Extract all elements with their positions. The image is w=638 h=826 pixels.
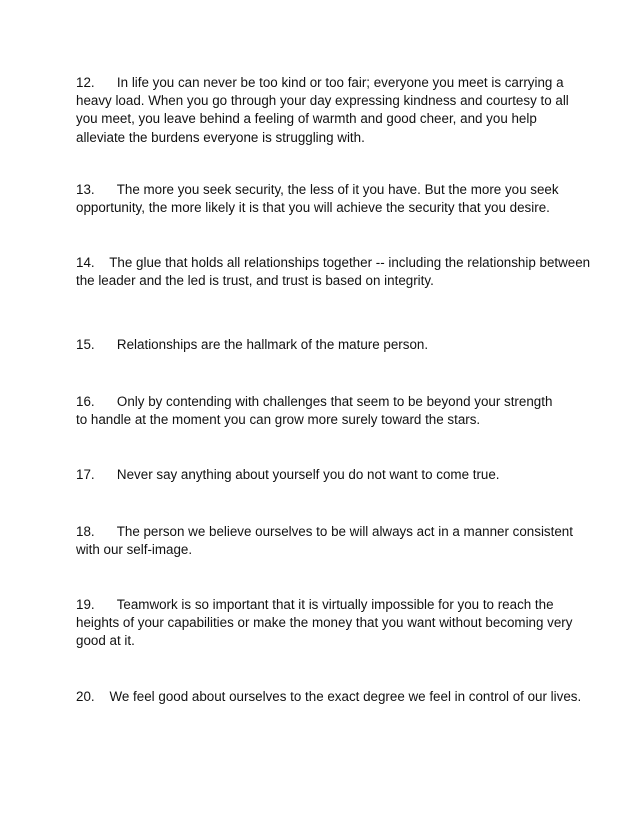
quote-line: 13. The more you seek security, the less of it you have. But the more you seek xyxy=(76,182,559,197)
quote-12 xyxy=(76,74,569,147)
quote-line: 12. In life you can never be too kind or too fair; everyone you meet is carrying a xyxy=(76,75,564,90)
quote-line: 16. Only by contending with challenges that seem to be beyond your strength xyxy=(76,394,553,409)
quote-line: 17. Never say anything about yourself you do not want to come true. xyxy=(76,467,500,482)
quote-line: the leader and the led is trust, and trust is based on integrity. xyxy=(76,273,434,289)
quote-line: 20. We feel good about ourselves to the exact degree we feel in control of our lives. xyxy=(76,689,582,704)
quote-line: 14. The glue that holds all relationships together -- including the relationship between xyxy=(76,255,591,270)
quote-line: you meet, you leave behind a feeling of warmth and good cheer, and you help xyxy=(76,111,537,127)
quote-18 xyxy=(76,523,573,559)
quote-19 xyxy=(76,596,573,651)
quote-line: good at it. xyxy=(76,633,135,649)
quote-15 xyxy=(76,336,562,354)
quote-line: opportunity, the more likely it is that you will achieve the security that you desire. xyxy=(76,200,550,216)
quote-13 xyxy=(76,181,562,217)
quote-17 xyxy=(76,466,562,484)
quote-20 xyxy=(76,688,582,706)
quote-line: to handle at the moment you can grow more surely toward the stars. xyxy=(76,412,481,428)
quote-line: heights of your capabilities or make the money that you want without becoming very xyxy=(76,615,573,631)
quote-14 xyxy=(76,254,591,290)
quote-line: 19. Teamwork is so important that it is virtually impossible for you to reach the xyxy=(76,597,554,612)
quote-line: with our self-image. xyxy=(76,542,193,558)
quote-line: 18. The person we believe ourselves to be will always act in a manner consistent xyxy=(76,524,573,539)
quote-16 xyxy=(76,393,562,429)
quote-line: heavy load. When you go through your day expressing kindness and courtesy to all xyxy=(76,93,569,109)
quote-line: alleviate the burdens everyone is struggling with. xyxy=(76,129,365,145)
quote-line: 15. Relationships are the hallmark of the mature person. xyxy=(76,337,429,352)
